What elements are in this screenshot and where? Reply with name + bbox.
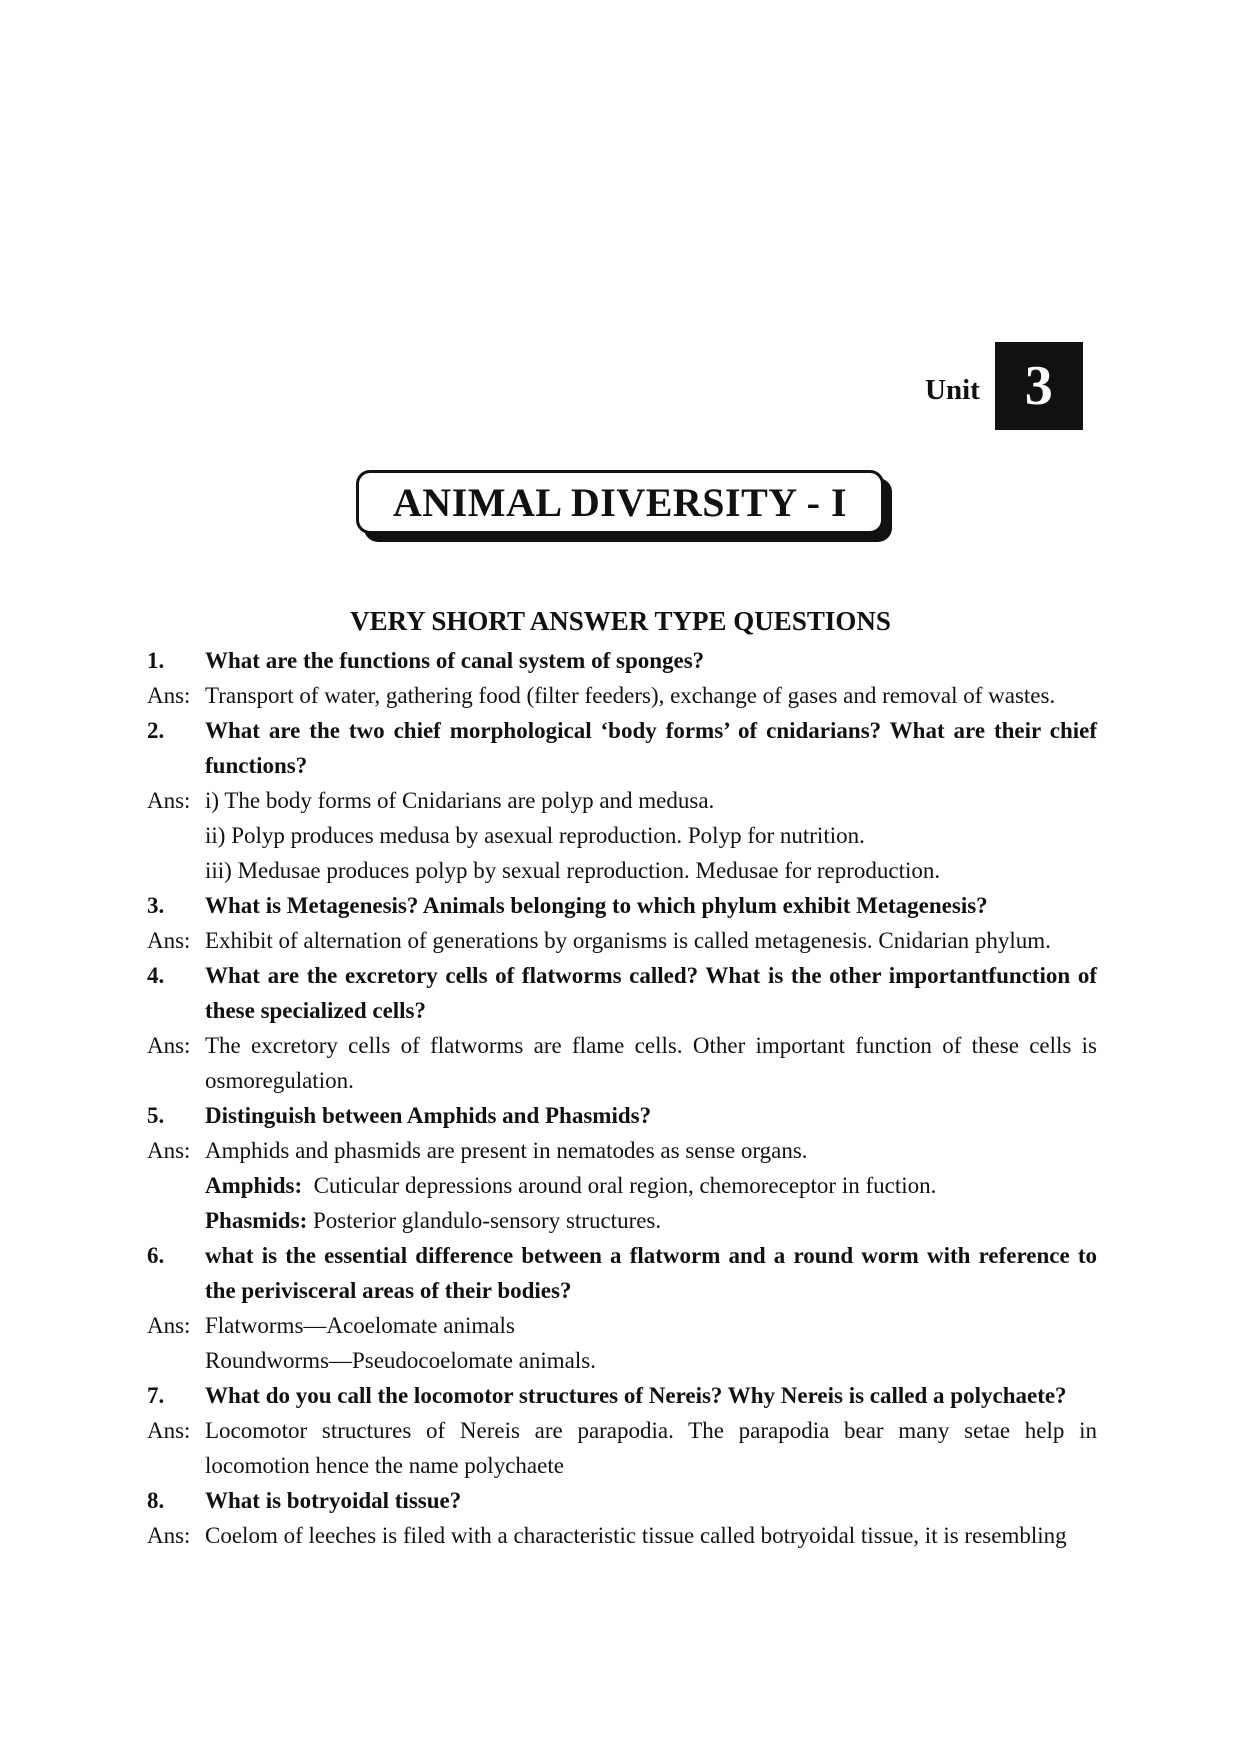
question-text: what is the essential difference between a flatworm and a round worm with reference to the perivisceral areas of their bodies? [205,1243,1097,1303]
question-2 [147,713,1097,783]
chapter-title: ANIMAL DIVERSITY - I [356,470,884,534]
answer-text: Transport of water, gathering food (filter feeders), exchange of gases and removal of wastes. [205,683,1056,708]
question-6 [147,1238,1097,1308]
ans-label: Ans: [147,1313,191,1338]
unit-label: Unit [925,373,980,406]
amphids-label: Amphids: [205,1173,303,1198]
answer-text: Flatworms—Acoelomate animals [205,1313,515,1338]
ans-label: Ans: [147,683,191,708]
question-7 [147,1378,1097,1413]
question-number: 3. [147,893,165,918]
answer-text: i) The body forms of Cnidarians are polyp and medusa. [205,788,715,813]
answer-text: Locomotor structures of Nereis are parapodia. The parapodia bear many setae help in locomotion hence the name polychaete [205,1418,1097,1478]
amphids-text: Cuticular depressions around oral region, chemoreceptor in fuction. [313,1173,937,1198]
answer-1 [147,678,1097,713]
question-number: 7. [147,1383,165,1408]
question-number: 4. [147,963,165,988]
question-5 [147,1098,1097,1133]
question-text: What is Metagenesis? Animals belonging to which phylum exhibit Metagenesis? [205,893,988,918]
question-number: 6. [147,1243,165,1268]
question-text: What is botryoidal tissue? [205,1488,462,1513]
ans-label: Ans: [147,1418,191,1443]
unit-number: 3 [995,342,1083,430]
ans-label: Ans: [147,1523,191,1548]
answer-8 [147,1518,1097,1553]
question-8 [147,1483,1097,1518]
question-number: 5. [147,1103,165,1128]
answer-text: Exhibit of alternation of generations by organisms is called metagenesis. Cnidarian phylum. [205,928,1051,953]
question-number: 2. [147,718,165,743]
ans-label: Ans: [147,928,191,953]
answer-2-line-2: ii) Polyp produces medusa by asexual reproduction. Polyp for nutrition. [205,823,865,848]
answer-5 [147,1133,1097,1168]
ans-label: Ans: [147,788,191,813]
question-number: 1. [147,648,165,673]
section-heading: VERY SHORT ANSWER TYPE QUESTIONS [350,606,891,636]
unit-marker [925,342,1083,430]
ans-label: Ans: [147,1033,191,1058]
answer-text: The excretory cells of flatworms are flame cells. Other important function of these cells is osmoregulation. [205,1033,1097,1093]
answer-6 [147,1308,1097,1343]
question-text: What are the excretory cells of flatworms called? What is the other importantfunction of these specialized cells? [205,963,1097,1023]
answer-3 [147,923,1097,958]
ans-label: Ans: [147,1138,191,1163]
answer-7 [147,1413,1097,1483]
answer-6-line-2: Roundworms—Pseudocoelomate animals. [205,1348,596,1373]
answer-text: Coelom of leeches is filed with a characteristic tissue called botryoidal tissue, it is resembling [205,1523,1067,1548]
question-4 [147,958,1097,1028]
question-text: What are the two chief morphological ‘body forms’ of cnidarians? What are their chief functions? [205,718,1097,778]
answer-4 [147,1028,1097,1098]
phasmids-text: Posterior glandulo-sensory structures. [313,1208,662,1233]
question-1 [147,643,1097,678]
question-text: What do you call the locomotor structures of Nereis? Why Nereis is called a polychaete? [205,1383,1067,1408]
answer-text: Amphids and phasmids are present in nematodes as sense organs. [205,1138,808,1163]
amphids-line [147,1168,1097,1203]
answer-2 [147,783,1097,818]
qa-list [147,643,1097,1553]
phasmids-label: Phasmids: [205,1208,308,1233]
answer-2-line-3: iii) Medusae produces polyp by sexual reproduction. Medusae for reproduction. [205,858,941,883]
question-number: 8. [147,1488,165,1513]
question-text: Distinguish between Amphids and Phasmids? [205,1103,652,1128]
question-3 [147,888,1097,923]
question-text: What are the functions of canal system of sponges? [205,648,705,673]
phasmids-line [147,1203,1097,1238]
